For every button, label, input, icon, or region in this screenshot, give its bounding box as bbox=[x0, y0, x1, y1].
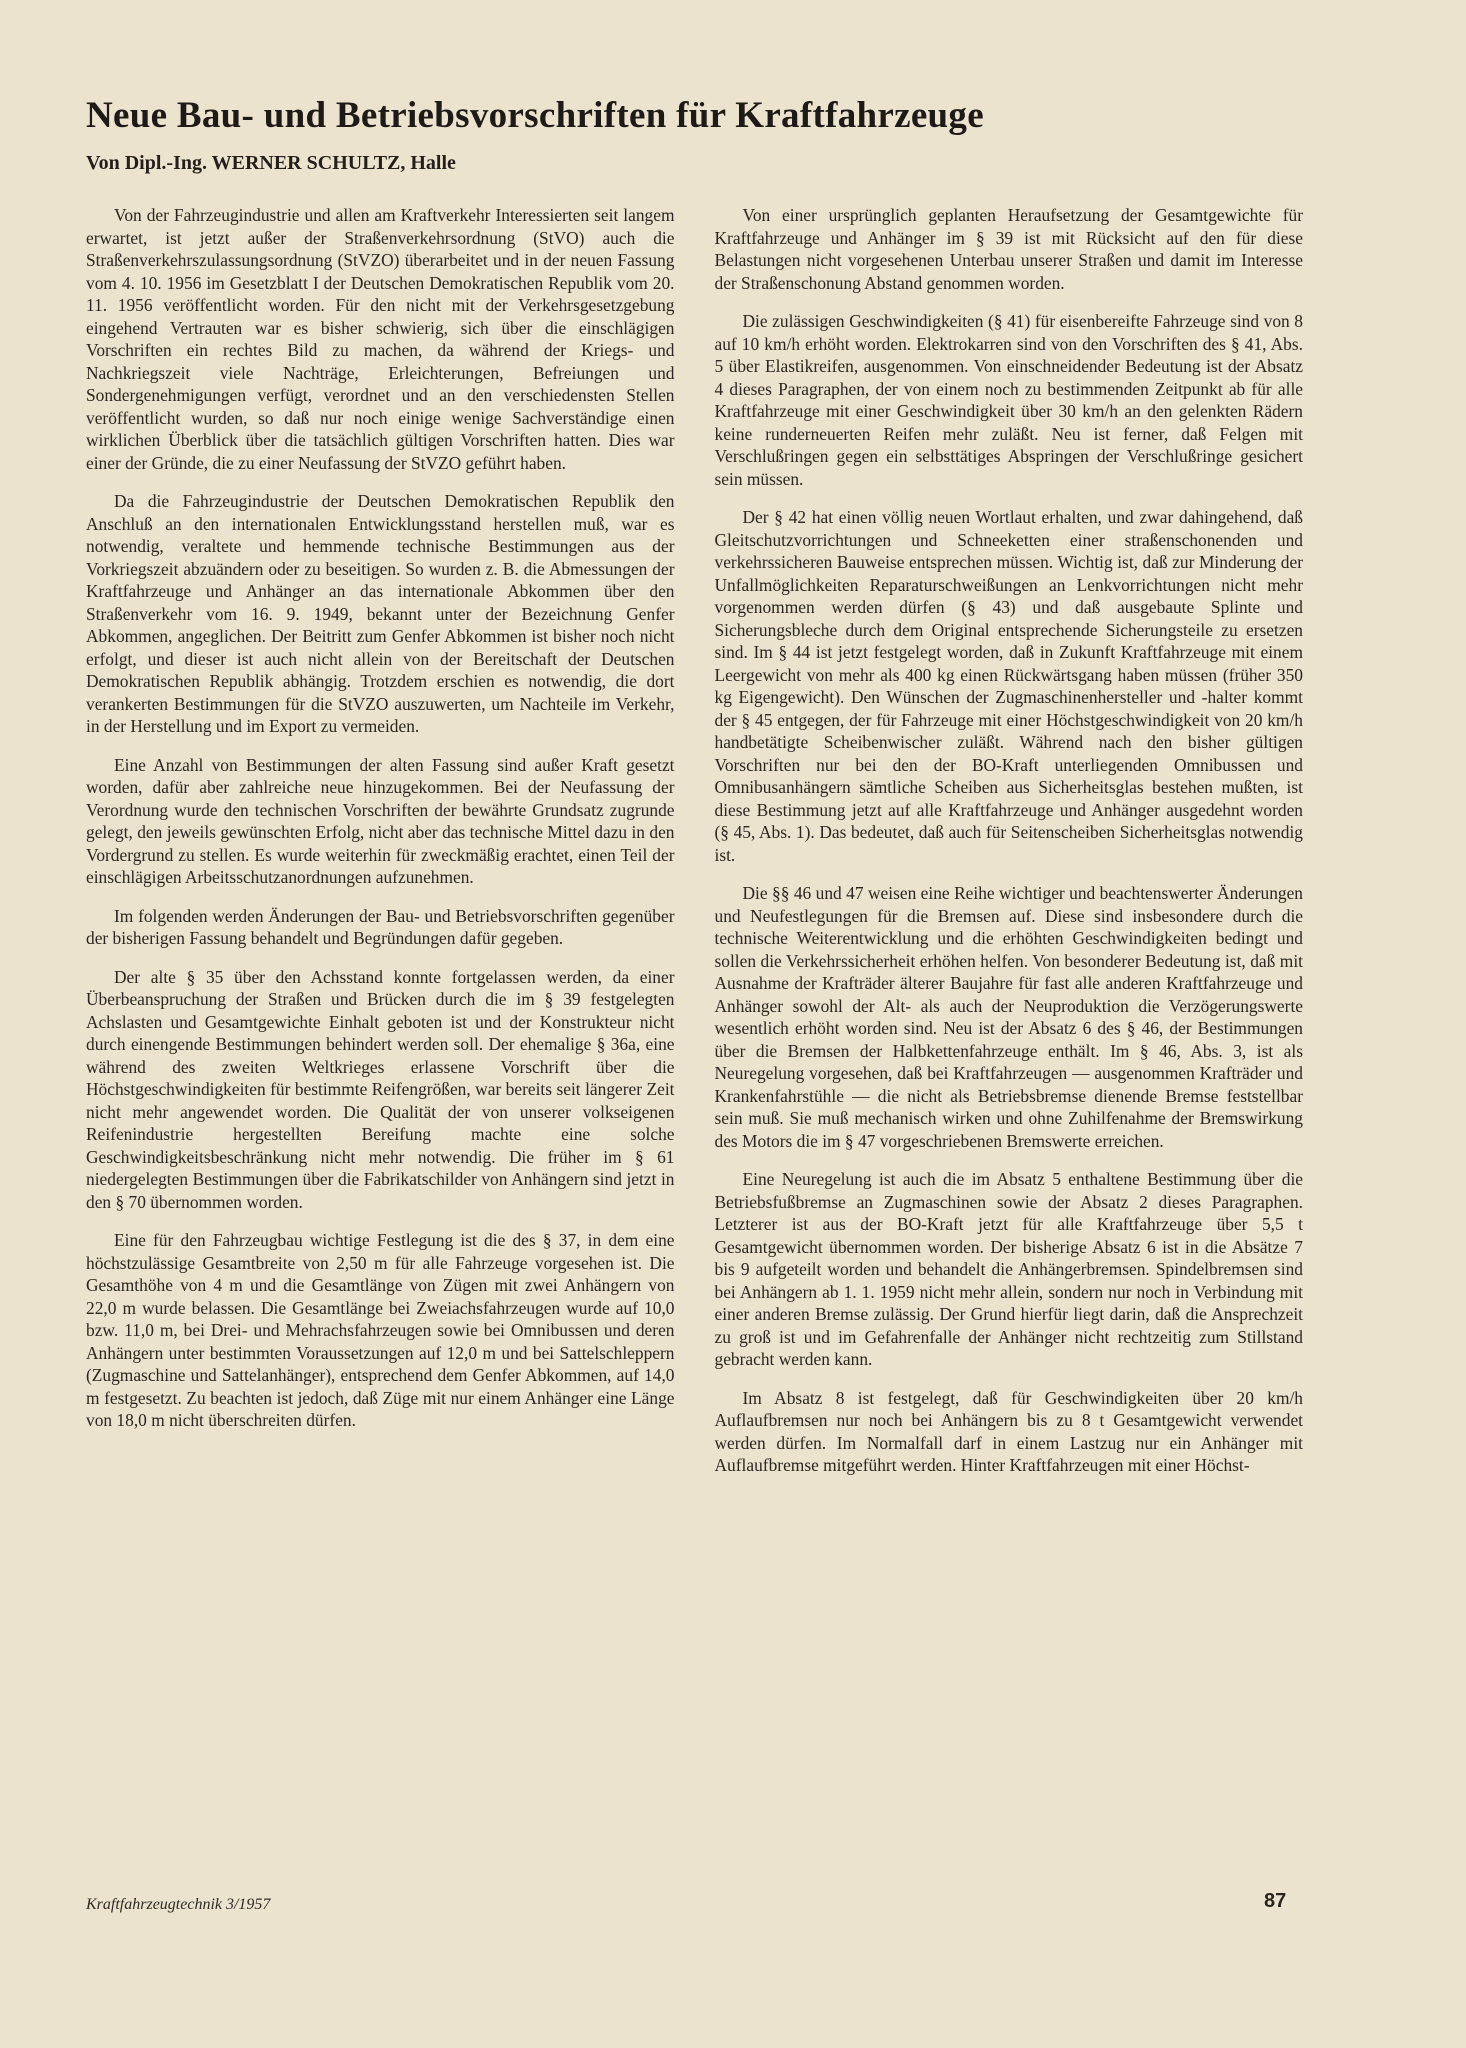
paragraph: Eine Neuregelung ist auch die im Absatz 5 enthaltene Bestimmung über die Betriebsfußbremse an Zugmaschinen sowie der Absatz 2 dieses Paragraphen. Letzterer ist aus der BO-Kraft jetzt für alle Kraftfahrzeuge über 5,5 t Gesamtgewicht übernommen worden. Der bisherige Absatz 6 ist in die Absätze 7 bis 9 aufgeteilt worden und behandelt die Anhängerbremsen. Spindelbremsen sind bei Anhängern ab 1. 1. 1959 nicht mehr allein, sondern nur noch in Verbindung mit einer anderen Bremse zulässig. Der Grund hierfür liegt darin, daß die Ansprechzeit zu groß ist und im Gefahrenfalle der Anhänger nicht rechtzeitig zum Stillstand gebracht werden kann. bbox=[714, 1169, 1303, 1369]
journal-footer: Kraftfahrzeugtechnik 3/1957 bbox=[86, 1896, 271, 1913]
paragraph: Die zulässigen Geschwindigkeiten (§ 41) für eisenbereifte Fahrzeuge sind von 8 auf 10 km/h erhöht worden. Elektrokarren sind von den Vorschriften des § 41, Abs. 5 über Elastikreifen, ausgenommen. Von einschneidender Bedeutung ist der Absatz 4 dieses Paragraphen, der von einem noch zu bestimmenden Zeitpunkt ab für alle Kraftfahrzeuge mit einer Geschwindigkeit über 30 km/h an den gelenkten Rädern keine runderneuerten Reifen mehr zuläßt. Neu ist ferner, daß Felgen mit Verschlußringen gegen ein selbsttätiges Abspringen der Verschlußringe gesichert sein müssen. bbox=[714, 311, 1303, 489]
page-number: 87 bbox=[1264, 1890, 1287, 1912]
paragraph: Eine Anzahl von Bestimmungen der alten Fassung sind außer Kraft gesetzt worden, dafür aber zahlreiche neue hinzugekommen. Bei der Neufassung der Verordnung wurde den technischen Vorschriften der bewährte Grundsatz zugrunde gelegt, den jeweils gewünschten Erfolg, nicht aber das technische Mittel dazu in den Vordergrund zu stellen. Es wurde weiterhin für zweckmäßig erachtet, einen Teil der einschlägigen Arbeitsschutzanordnungen aufzunehmen. bbox=[86, 754, 675, 887]
paragraph: Von der Fahrzeugindustrie und allen am Kraftverkehr Interessierten seit langem erwartet, ist jetzt außer der Straßenverkehrsordnung (StVO) auch die Straßenverkehrszulassungsordnung (StVZO) überarbeitet und in der neuen Fassung vom 4. 10. 1956 im Gesetzblatt I der Deutschen Demokratischen Republik vom 20. 11. 1956 veröffentlicht worden. Für den nicht mit der Verkehrsgesetzgebung eingehend Vertrauten war es bisher schwierig, sich über die einschlägigen Vorschriften ein rechtes Bild zu machen, da während der Kriegs- und Nachkriegszeit viele Nachträge, Erleichterungen, Befreiungen und Sondergenehmigungen verfügt, verordnet und an den verschiedensten Stellen veröffentlicht wurden, so daß nur noch einige wenige Sachverständige einen wirklichen Überblick über die tatsächlich gültigen Vorschriften hatten. Dies war einer der Gründe, die zu einer Neufassung der StVZO geführt haben. bbox=[86, 205, 675, 473]
paragraph: Die §§ 46 und 47 weisen eine Reihe wichtiger und beachtenswerter Änderungen und Neufestlegungen für die Bremsen auf. Diese sind insbesondere durch die technische Weiterentwicklung und die erhöhten Geschwindigkeiten bedingt und sollen die Verkehrssicherheit erhöhen helfen. Von besonderer Bedeutung ist, daß mit Ausnahme der Krafträder älterer Baujahre für fast alle anderen Kraftfahrzeuge und Anhänger sowohl der Alt- als auch der Neuproduktion die Verzögerungswerte wesentlich erhöht worden sind. Neu ist der Absatz 6 des § 46, der Bestimmungen über die Bremsen der Halbkettenfahrzeuge enthält. Im § 46, Abs. 3, ist als Neuregelung vorgesehen, daß bei Kraftfahrzeugen — ausgenommen Krafträder und Krankenfahrstühle — die nicht als Betriebsbremse dienende Bremse feststellbar sein muß. Sie muß mechanisch wirken und ohne Zuhilfenahme der Bremswirkung des Motors die im § 47 vorgeschriebenen Bremswerte erreichen. bbox=[714, 883, 1303, 1151]
paragraph: Im Absatz 8 ist festgelegt, daß für Geschwindigkeiten über 20 km/h Auflaufbremsen nur noch bei Anhängern bis zu 8 t Gesamtgewicht verwendet werden dürfen. Im Normalfall darf in einem Lastzug nur ein Anhänger mit Auflaufbremse mitgeführt werden. Hinter Kraftfahrzeugen mit einer Höchst- bbox=[714, 1387, 1303, 1475]
paragraph: Von einer ursprünglich geplanten Heraufsetzung der Gesamtgewichte für Kraftfahrzeuge und Anhänger im § 39 ist mit Rücksicht auf den für diese Belastungen nicht vorgesehenen Unterbau unserer Straßen und damit im Interesse der Straßenschonung Abstand genommen worden. bbox=[714, 205, 1303, 293]
paragraph: Der § 42 hat einen völlig neuen Wortlaut erhalten, und zwar dahingehend, daß Gleitschutzvorrichtungen und Schneeketten einer straßenschonenden und verkehrssicheren Bauweise entsprechen müssen. Wichtig ist, daß zur Minderung der Unfallmöglichkeiten Reparaturschweißungen an Lenkvorrichtungen nicht mehr vorgenommen werden dürfen (§ 43) und daß ausgebaute Splinte und Sicherungsbleche durch dem Original entsprechende Sicherungsteile zu ersetzen sind. Im § 44 ist jetzt festgelegt worden, daß in Zukunft Kraftfahrzeuge mit einem Leergewicht von mehr als 400 kg einen Rückwärtsgang haben müssen (früher 350 kg Eigengewicht). Den Wünschen der Zugmaschinenhersteller und -halter kommt der § 45 entgegen, der für Fahrzeuge mit einer Höchstgeschwindigkeit von 20 km/h handbetätigte Scheibenwischer zuläßt. Während nach den bisher gültigen Vorschriften nur bei den der BO-Kraft unterliegenden Omnibussen und Omnibusanhängern sämtliche Scheiben aus Sicherheitsglas bestehen mußten, ist diese Bestimmung jetzt auf alle Kraftfahrzeuge und Anhänger ausgedehnt worden (§ 45, Abs. 1). Das bedeutet, daß auch für Seitenscheiben Sicherheitsglas notwendig ist. bbox=[714, 507, 1303, 865]
article-byline: Von Dipl.-Ing. WERNER SCHULTZ, Halle bbox=[86, 152, 456, 174]
article-body bbox=[86, 204, 1303, 1894]
left-column bbox=[86, 204, 675, 1894]
right-column bbox=[715, 204, 1304, 1894]
article-header bbox=[86, 92, 1386, 176]
paragraph: Eine für den Fahrzeugbau wichtige Festlegung ist die des § 37, in dem eine höchstzulässige Gesamtbreite von 2,50 m für alle Fahrzeuge vorgesehen ist. Die Gesamthöhe von 4 m und die Gesamtlänge von Zügen mit zwei Anhängern von 22,0 m wurde belassen. Die Gesamtlänge bei Zweiachsfahrzeugen wurde auf 10,0 bzw. 11,0 m, bei Drei- und Mehrachsfahrzeugen sowie bei Omnibussen und deren Anhängern unter bestimmten Voraussetzungen auf 12,0 m und bei Sattelschleppern (Zugmaschine und Sattelanhänger), entsprechend dem Genfer Abkommen, auf 14,0 m festgesetzt. Zu beachten ist jedoch, daß Züge mit nur einem Anhänger eine Länge von 18,0 m nicht überschreiten dürfen. bbox=[86, 1230, 675, 1430]
article-title: Neue Bau- und Betriebsvorschriften für Kraftfahrzeuge bbox=[86, 95, 984, 136]
paragraph: Im folgenden werden Änderungen der Bau- und Betriebsvorschriften gegenüber der bisherigen Fassung behandelt und Begründungen dafür gegeben. bbox=[86, 905, 675, 948]
paragraph: Da die Fahrzeugindustrie der Deutschen Demokratischen Republik den Anschluß an den internationalen Entwicklungsstand herstellen muß, war es notwendig, veraltete und hemmende technische Bestimmungen aus der Vorkriegszeit abzuändern oder zu beseitigen. So wurden z. B. die Abmessungen der Kraftfahrzeuge und Anhänger an das internationale Abkommen über den Straßenverkehr vom 16. 9. 1949, bekannt unter der Bezeichnung Genfer Abkommen, angeglichen. Der Beitritt zum Genfer Abkommen ist bisher noch nicht erfolgt, und dieser ist auch nicht allein von der Bereitschaft der Deutschen Demokratischen Republik abhängig. Trotzdem erschien es notwendig, die dort verankerten Bestimmungen für die StVZO auszuwerten, um Nachteile im Verkehr, in der Herstellung und im Export zu vermeiden. bbox=[86, 491, 675, 736]
paragraph: Der alte § 35 über den Achsstand konnte fortgelassen werden, da einer Überbeanspruchung der Straßen und Brücken durch die im § 39 festgelegten Achslasten und Gesamtgewichte Einhalt geboten ist und der Konstrukteur nicht durch einengende Bestimmungen behindert werden soll. Der ehemalige § 36a, eine während des zweiten Weltkrieges erlassene Vorschrift über die Höchstgeschwindigkeiten für bestimmte Reifengrößen, war bereits seit längerer Zeit nicht mehr angewendet worden. Die Qualität der von unserer volkseigenen Reifenindustrie hergestellten Bereifung machte eine solche Geschwindigkeitsbeschränkung nicht mehr notwendig. Die früher im § 61 niedergelegten Bestimmungen über die Fabrikatschilder von Anhängern sind jetzt in den § 70 übernommen worden. bbox=[86, 966, 675, 1212]
